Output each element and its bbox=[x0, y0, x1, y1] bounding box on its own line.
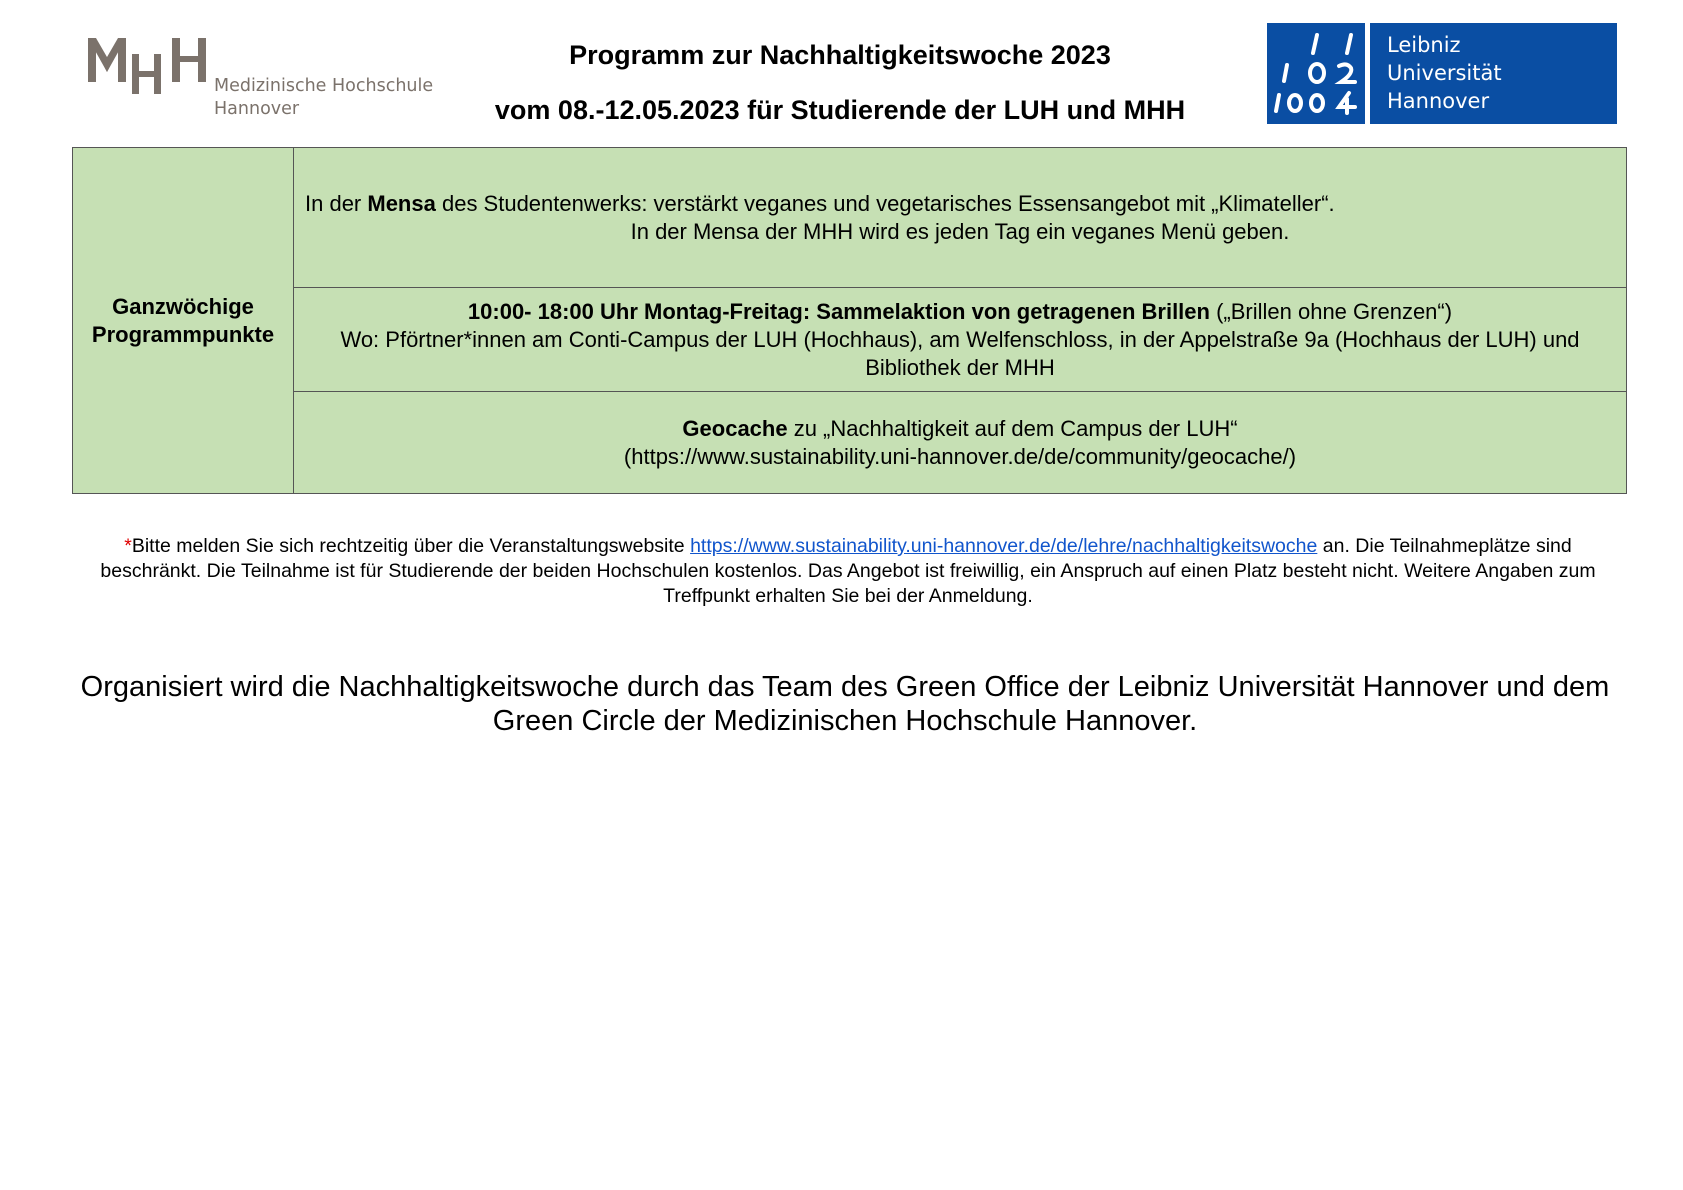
mhh-logo-text bbox=[214, 75, 433, 121]
mensa-line1 bbox=[304, 190, 1616, 218]
registration-link[interactable]: https://www.sustainability.uni-hannover.de/de/lehre/nachhaltigkeitswoche bbox=[690, 535, 1318, 557]
luh-logo-line2: Universität bbox=[1387, 61, 1502, 85]
mensa-line2: In der Mensa der MHH wird es jeden Tag ein veganes Menü geben. bbox=[630, 218, 1290, 244]
mensa-bold: Mensa bbox=[367, 190, 436, 216]
page-subtitle: vom 08.-12.05.2023 für Studierende der LUH und MHH bbox=[494, 95, 1186, 125]
geocache-bold: Geocache bbox=[682, 415, 788, 441]
geocache-rest: zu „Nachhaltigkeit auf dem Campus der LUH“ bbox=[787, 415, 1238, 441]
registration-note bbox=[88, 534, 1608, 609]
mensa-rest: des Studentenwerks: verstärkt veganes und vegetarisches Essensangebot mit „Klimateller“. bbox=[435, 190, 1335, 216]
table-row bbox=[73, 288, 1627, 392]
luh-logo-divider bbox=[1365, 23, 1370, 124]
program-item-brillen bbox=[294, 288, 1627, 392]
luh-logo bbox=[1267, 23, 1617, 124]
note-text-before: Bitte melden Sie sich rechtzeitig über die Veranstaltungswebsite bbox=[131, 535, 691, 557]
brillen-rest: („Brillen ohne Grenzen“) bbox=[1209, 298, 1453, 324]
luh-logo-text bbox=[1387, 31, 1502, 115]
side-label bbox=[73, 148, 294, 494]
luh-logo-numerals bbox=[1267, 23, 1365, 124]
page-title: Programm zur Nachhaltigkeitswoche 2023 bbox=[569, 40, 1111, 70]
note-asterisk: * bbox=[124, 535, 132, 557]
table-row bbox=[73, 392, 1627, 494]
geocache-url: (https://www.sustainability.uni-hannover.de/de/community/geocache/) bbox=[623, 443, 1297, 469]
luh-logo-line3: Hannover bbox=[1387, 89, 1490, 113]
luh-logo-line1: Leibniz bbox=[1387, 33, 1461, 57]
brillen-bold: 10:00- 18:00 Uhr Montag-Freitag: Sammelaktion von getragenen Brillen bbox=[467, 298, 1210, 324]
table-row bbox=[73, 148, 1627, 288]
program-item-mensa bbox=[294, 148, 1627, 288]
mhh-logo-line1: Medizinische Hochschule bbox=[214, 76, 434, 96]
program-item-geocache bbox=[294, 392, 1627, 494]
mhh-logo-line2: Hannover bbox=[214, 99, 300, 119]
program-table bbox=[72, 147, 1627, 494]
brillen-where: Wo: Pförtner*innen am Conti-Campus der LUH (Hochhaus), am Welfenschloss, in der Appelstraße 9a (Hochhaus der LUH) und Bibliothek der MHH bbox=[340, 326, 1580, 380]
note-text-after: an. Die Teilnahmeplätze sind beschränkt. Die Teilnahme ist für Studierende der beiden Hochschulen kostenlos. Das Angebot ist freiwillig, ein Anspruch auf einen Platz besteht nicht. Weitere Angaben zum Treffpunkt erhalten Sie bei der Anmeldung. bbox=[100, 535, 1596, 607]
mhh-logo-letters bbox=[88, 34, 208, 96]
organizer-text: Organisiert wird die Nachhaltigkeitswoche durch das Team des Green Office der Leibniz Universität Hannover und dem Green Circle der Medizinischen Hochschule Hannover. bbox=[80, 671, 1610, 737]
mhh-logo bbox=[88, 34, 448, 124]
side-label-text: Ganzwöchige Programmpunkte bbox=[91, 293, 275, 347]
mensa-prefix: In der bbox=[305, 190, 368, 216]
